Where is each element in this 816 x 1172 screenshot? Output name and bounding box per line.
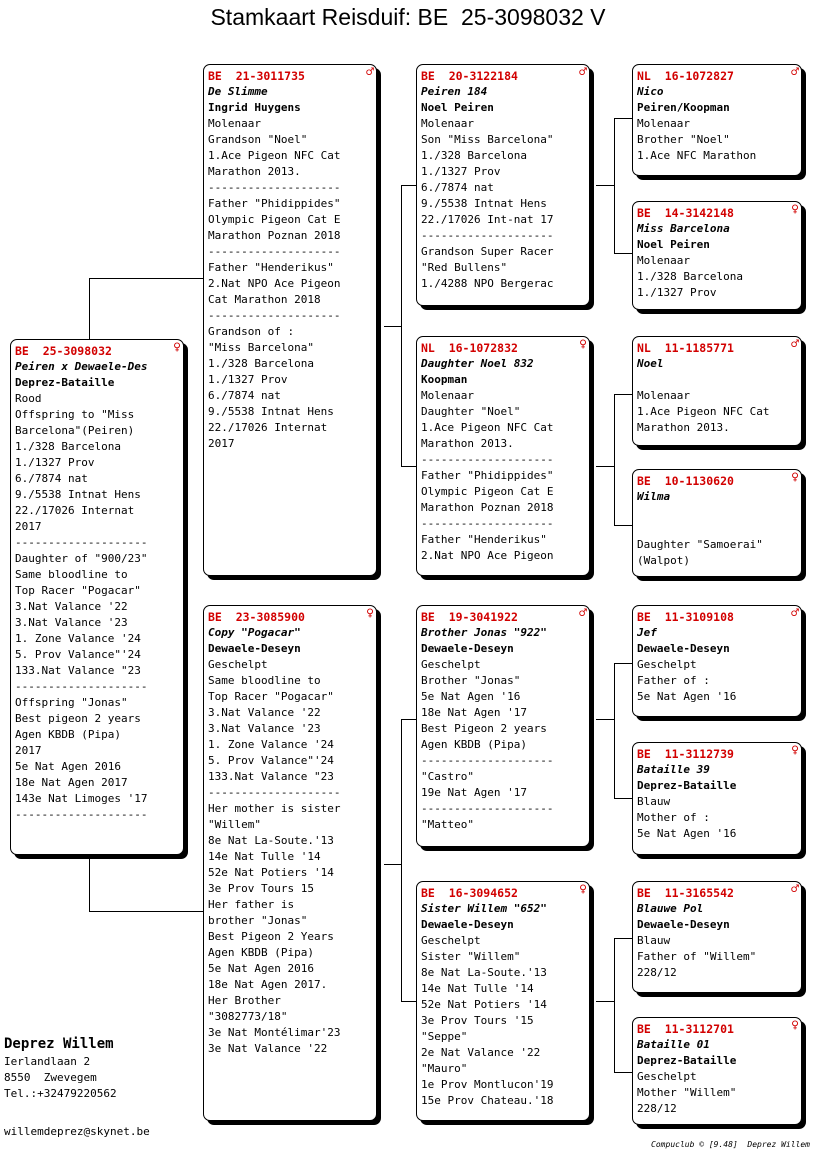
breeder-info [4,1034,117,1102]
pigeon-card-sd-dam[interactable] [632,469,802,577]
pedigree-line: 143e Nat Limoges '17 [15,792,148,805]
pedigree-line: 3.Nat Valance '22 [15,600,128,613]
pedigree-line: Marathon 2013. [208,165,301,178]
pedigree-line: Father "Phidippides" [421,469,554,482]
pedigree-line: brother "Jonas" [208,914,308,927]
pedigree-line: Top Racer "Pogacar" [208,690,334,703]
pigeon-name: Bataille 39 [637,763,710,776]
pedigree-line: 18e Nat Agen 2017 [15,776,128,789]
pedigree-line: Blauw [637,934,671,947]
pedigree-line: Molenaar [637,254,690,267]
pedigree-line: 1./328 Barcelona [421,149,527,162]
pedigree-line: Olympic Pigeon Cat E [421,485,554,498]
pedigree-line: 14e Nat Tulle '14 [208,850,321,863]
ring-number: BE 11-3112739 [637,747,734,761]
male-symbol-icon: ♂ [791,337,799,352]
pedigree-line: Sister "Willem" [421,950,521,963]
pigeon-owner: Koopman [421,373,468,386]
pedigree-line: 1./1327 Prov [637,286,717,299]
pedigree-line: -------------------- [421,229,554,242]
pedigree-line: Same bloodline to [208,674,321,687]
pedigree-line: Mother of : [637,811,710,824]
pedigree-line: 1e Prov Montlucon'19 [421,1078,554,1091]
pedigree-line: Blauw [637,795,671,808]
pedigree-line: "Mauro" [421,1062,468,1075]
pedigree-line: 3e Nat Montélimar'23 [208,1026,341,1039]
pedigree-line: Cat Marathon 2018 [208,293,321,306]
pedigree-line: 52e Nat Potiers '14 [208,866,334,879]
pedigree-line: Her Brother [208,994,281,1007]
pigeon-name: Sister Willem "652" [421,902,547,915]
pigeon-card-dam-sire[interactable] [416,605,590,847]
pigeon-card-subject[interactable] [10,339,184,855]
pedigree-line: Top Racer "Pogacar" [15,584,141,597]
breeder-phone: Tel.:+32479220562 [4,1087,117,1100]
pedigree-line: 3e Prov Tours '15 [421,1014,534,1027]
ring-number: BE 16-3094652 [421,886,518,900]
pedigree-line: Daughter of "900/23" [15,552,148,565]
pedigree-line: 3e Nat Valance '22 [208,1042,328,1055]
pedigree-line: 5e Nat Agen '16 [637,827,737,840]
connector-line [614,663,615,799]
pedigree-line: 52e Nat Potiers '14 [421,998,547,1011]
pedigree-line: "Miss Barcelona" [208,341,314,354]
pigeon-name: Nico [637,85,664,98]
female-symbol-icon: ♀ [791,202,799,217]
pedigree-line: 3.Nat Valance '23 [208,722,321,735]
pedigree-line: 1./1327 Prov [208,373,288,386]
pigeon-card-sd-sire[interactable] [632,336,802,446]
pigeon-owner: Dewaele-Deseyn [208,642,301,655]
pedigree-line: Molenaar [208,117,261,130]
breeder-email[interactable]: willemdeprez@skynet.be [4,1125,150,1138]
pedigree-line: 6./7874 nat [208,389,281,402]
pedigree-line: Geschelpt [208,658,268,671]
pedigree-line: Son "Miss Barcelona" [421,133,554,146]
ring-number: BE 10-1130620 [637,474,734,488]
female-symbol-icon: ♀ [791,1018,799,1033]
pedigree-line: -------------------- [15,808,148,821]
pigeon-name: Peiren x Dewaele-Des [15,360,148,373]
connector-line [401,466,417,467]
pedigree-line: 1./328 Barcelona [15,440,121,453]
pedigree-line: Geschelpt [421,934,481,947]
pedigree-line: -------------------- [421,517,554,530]
ring-number: BE 19-3041922 [421,610,518,624]
pedigree-line: Grandson "Noel" [208,133,308,146]
pedigree-line: Best pigeon 2 years [15,712,141,725]
connector-line [614,253,633,254]
pedigree-line: 8e Nat La-Soute.'13 [421,966,547,979]
pedigree-line: 5e Nat Agen '16 [637,690,737,703]
male-symbol-icon: ♂ [791,65,799,80]
pigeon-owner: Peiren/Koopman [637,101,730,114]
pedigree-line: 18e Nat Agen '17 [421,706,527,719]
pigeon-card-dd-dam[interactable] [632,1017,802,1125]
male-symbol-icon: ♂ [791,882,799,897]
ring-number: BE 20-3122184 [421,69,518,83]
pedigree-line: 1.Ace Pigeon NFC Cat [637,405,770,418]
pedigree-line: 5e Nat Agen 2016 [208,962,314,975]
pedigree-line: Marathon 2013. [637,421,730,434]
pigeon-owner: Ingrid Huygens [208,101,301,114]
pedigree-line: Daughter "Noel" [421,405,521,418]
pedigree-line: Molenaar [637,389,690,402]
connector-line [614,394,615,526]
pedigree-line: Best Pigeon 2 years [421,722,547,735]
pedigree-line: 1.Ace Pigeon NFC Cat [421,421,554,434]
breeder-address: Ierlandlaan 2 [4,1055,91,1068]
ring-number: BE 14-3142148 [637,206,734,220]
pedigree-line: 9./5538 Intnat Hens [208,405,334,418]
pedigree-line: 6./7874 nat [15,472,88,485]
pedigree-line: 9./5538 Intnat Hens [421,197,547,210]
connector-line [401,719,402,1002]
pedigree-line: 6./7874 nat [421,181,494,194]
pigeon-owner: Dewaele-Deseyn [637,642,730,655]
pedigree-line: 1./1327 Prov [15,456,95,469]
pedigree-line: 1./328 Barcelona [637,270,743,283]
pigeon-owner: Deprez-Bataille [637,1054,737,1067]
pedigree-line: Father "Henderikus" [421,533,547,546]
connector-line [401,185,402,467]
pigeon-name: Bataille 01 [637,1038,710,1051]
pedigree-line: "Willem" [208,818,261,831]
pigeon-name: Jef [637,626,657,639]
ring-number: BE 25-3098032 [15,344,112,358]
pigeon-owner: Noel Peiren [421,101,494,114]
connector-line [401,719,417,720]
pedigree-line: Barcelona"(Peiren) [15,424,135,437]
connector-line [596,1001,615,1002]
pedigree-line: Brother "Jonas" [421,674,521,687]
pedigree-line: -------------------- [421,754,554,767]
pedigree-line: "Red Bullens" [421,261,508,274]
pedigree-line: Geschelpt [421,658,481,671]
connector-line [614,938,633,939]
pigeon-card-dd-sire[interactable] [632,881,802,993]
connector-line [614,938,615,1073]
pigeon-card-ss-dam[interactable] [632,201,802,310]
pedigree-line: Her father is [208,898,295,911]
pedigree-line: 3.Nat Valance '23 [15,616,128,629]
pedigree-line: 22./17026 Internat [15,504,135,517]
connector-line [89,278,90,341]
pedigree-line: Her mother is sister [208,802,341,815]
pedigree-line: Offspring to "Miss [15,408,135,421]
connector-line [596,185,615,186]
connector-line [89,278,204,279]
pedigree-line: 228/12 [637,1102,677,1115]
pedigree-line: (Walpot) [637,554,690,567]
pigeon-name: Peiren 184 [421,85,488,98]
footer-credit: Compuclub © [9.48] Deprez Willem [651,1140,810,1149]
connector-line [401,185,417,186]
pedigree-line: 133.Nat Valance "23 [208,770,334,783]
pedigree-line: Father of "Willem" [637,950,757,963]
pigeon-name: De Slimme [208,85,268,98]
pedigree-line: 1.Ace NFC Marathon [637,149,757,162]
connector-line [614,1072,633,1073]
connector-line [89,911,204,912]
connector-line [89,855,90,912]
pigeon-card-sire[interactable] [203,64,377,576]
pigeon-name: Blauwe Pol [637,902,704,915]
connector-line [614,663,633,664]
pedigree-line: "3082773/18" [208,1010,288,1023]
pigeon-card-sire-sire[interactable] [416,64,590,306]
pedigree-line: -------------------- [15,536,148,549]
pedigree-line: 133.Nat Valance "23 [15,664,141,677]
pedigree-line: -------------------- [421,453,554,466]
ring-number: BE 11-3109108 [637,610,734,624]
female-symbol-icon: ♀ [791,470,799,485]
connector-line [614,118,615,254]
pedigree-line: Grandson of : [208,325,295,338]
pedigree-line: 19e Nat Agen '17 [421,786,527,799]
pedigree-line: Olympic Pigeon Cat E [208,213,341,226]
pigeon-card-ds-sire[interactable] [632,605,802,717]
pedigree-line: Same bloodline to [15,568,128,581]
pedigree-line: 2017 [15,744,42,757]
ring-number: NL 16-1072827 [637,69,734,83]
male-symbol-icon: ♂ [579,65,587,80]
pedigree-line: Marathon 2013. [421,437,514,450]
pedigree-line: Father of : [637,674,710,687]
pigeon-owner: Noel Peiren [637,238,710,251]
pigeon-owner: Deprez-Bataille [637,779,737,792]
pedigree-line: Rood [15,392,42,405]
pedigree-line: 1./4288 NPO Bergerac [421,277,554,290]
pigeon-owner [637,505,797,521]
pedigree-line: 1./328 Barcelona [208,357,314,370]
male-symbol-icon: ♂ [791,606,799,621]
connector-line [401,1001,417,1002]
pedigree-line: Geschelpt [637,1070,697,1083]
pedigree-line: -------------------- [208,181,341,194]
pedigree-line: 2017 [15,520,42,533]
pedigree-line: Agen KBDB (Pipa) [15,728,121,741]
pedigree-line: 8e Nat La-Soute.'13 [208,834,334,847]
pedigree-line: 15e Prov Chateau.'18 [421,1094,554,1107]
pedigree-line: 1. Zone Valance '24 [208,738,334,751]
page-title: Stamkaart Reisduif: BE 25-3098032 V [210,4,606,30]
pedigree-line: 18e Nat Agen 2017. [208,978,328,991]
male-symbol-icon: ♂ [366,65,374,80]
pigeon-owner: Dewaele-Deseyn [421,642,514,655]
pigeon-owner: Deprez-Bataille [15,376,115,389]
connector-line [614,118,633,119]
connector-line [614,798,633,799]
pedigree-line: 3e Prov Tours 15 [208,882,314,895]
pedigree-line: 22./17026 Internat [208,421,328,434]
connector-line [384,326,402,327]
female-symbol-icon: ♀ [173,340,181,355]
female-symbol-icon: ♀ [791,743,799,758]
pigeon-name: Brother Jonas "922" [421,626,547,639]
pedigree-line: Molenaar [421,389,474,402]
pedigree-line: 5. Prov Valance"'24 [15,648,141,661]
breeder-city: 8550 Zwevegem [4,1071,97,1084]
pedigree-line: Agen KBDB (Pipa) [208,946,314,959]
pedigree-line: 5. Prov Valance"'24 [208,754,334,767]
pedigree-line: 2.Nat NPO Ace Pigeon [208,277,341,290]
pigeon-card-ds-dam[interactable] [632,742,802,855]
female-symbol-icon: ♀ [579,882,587,897]
breeder-name: Deprez Willem [4,1036,114,1052]
pedigree-line: Father "Phidippides" [208,197,341,210]
pedigree-line: 1./1327 Prov [421,165,501,178]
pedigree-line: Father "Henderikus" [208,261,334,274]
pedigree-line: Molenaar [421,117,474,130]
pedigree-line: Molenaar [637,117,690,130]
female-symbol-icon: ♀ [366,606,374,621]
pedigree-line: Daughter "Samoerai" [637,538,763,551]
pedigree-line: 9./5538 Intnat Hens [15,488,141,501]
pedigree-line: 2e Nat Valance '22 [421,1046,541,1059]
pigeon-owner: Dewaele-Deseyn [637,918,730,931]
pedigree-line: 5e Nat Agen 2016 [15,760,121,773]
pedigree-line: "Seppe" [421,1030,468,1043]
pedigree-line [637,521,797,537]
pedigree-line: "Matteo" [421,818,474,831]
pedigree-line: Offspring "Jonas" [15,696,128,709]
pedigree-line: 2.Nat NPO Ace Pigeon [421,549,554,562]
pedigree-line: -------------------- [15,680,148,693]
pedigree-line: 22./17026 Int-nat 17 [421,213,554,226]
connector-line [596,719,615,720]
pigeon-card-ss-sire[interactable] [632,64,802,176]
connector-line [596,466,615,467]
ring-number: BE 11-3112701 [637,1022,734,1036]
pedigree-line: "Castro" [421,770,474,783]
pedigree-line: 5e Nat Agen '16 [421,690,521,703]
pedigree-line: 228/12 [637,966,677,979]
pigeon-owner [637,372,797,388]
pigeon-name: Wilma [637,490,671,503]
pedigree-line: 1.Ace Pigeon NFC Cat [208,149,341,162]
pedigree-line: 3.Nat Valance '22 [208,706,321,719]
pedigree-line: 14e Nat Tulle '14 [421,982,534,995]
pedigree-line: Marathon Poznan 2018 [421,501,554,514]
female-symbol-icon: ♀ [579,337,587,352]
pedigree-line: Grandson Super Racer [421,245,554,258]
connector-line [614,525,633,526]
ring-number: BE 11-3165542 [637,886,734,900]
connector-line [384,864,402,865]
pedigree-line: 1. Zone Valance '24 [15,632,141,645]
pedigree-line: Agen KBDB (Pipa) [421,738,527,751]
pedigree-line: -------------------- [208,786,341,799]
pedigree-line: Geschelpt [637,658,697,671]
pedigree-line: Marathon Poznan 2018 [208,229,341,242]
pigeon-name: Daughter Noel 832 [421,357,534,370]
pigeon-name: Copy "Pogacar" [208,626,301,639]
pedigree-line: -------------------- [208,309,341,322]
ring-number: NL 16-1072832 [421,341,518,355]
pedigree-line: 2017 [208,437,235,450]
pigeon-card-dam-dam[interactable] [416,881,590,1121]
pigeon-card-dam[interactable] [203,605,377,1121]
male-symbol-icon: ♂ [579,606,587,621]
ring-number: NL 11-1185771 [637,341,734,355]
pigeon-name: Noel [637,357,664,370]
pedigree-line: Brother "Noel" [637,133,730,146]
pedigree-line: Best Pigeon 2 Years [208,930,334,943]
pedigree-line: -------------------- [421,802,554,815]
ring-number: BE 23-3085900 [208,610,305,624]
pigeon-name: Miss Barcelona [637,222,730,235]
pigeon-card-sire-dam[interactable] [416,336,590,576]
ring-number: BE 21-3011735 [208,69,305,83]
pedigree-line: -------------------- [208,245,341,258]
connector-line [614,394,633,395]
pigeon-owner: Dewaele-Deseyn [421,918,514,931]
pedigree-line: Mother "Willem" [637,1086,737,1099]
